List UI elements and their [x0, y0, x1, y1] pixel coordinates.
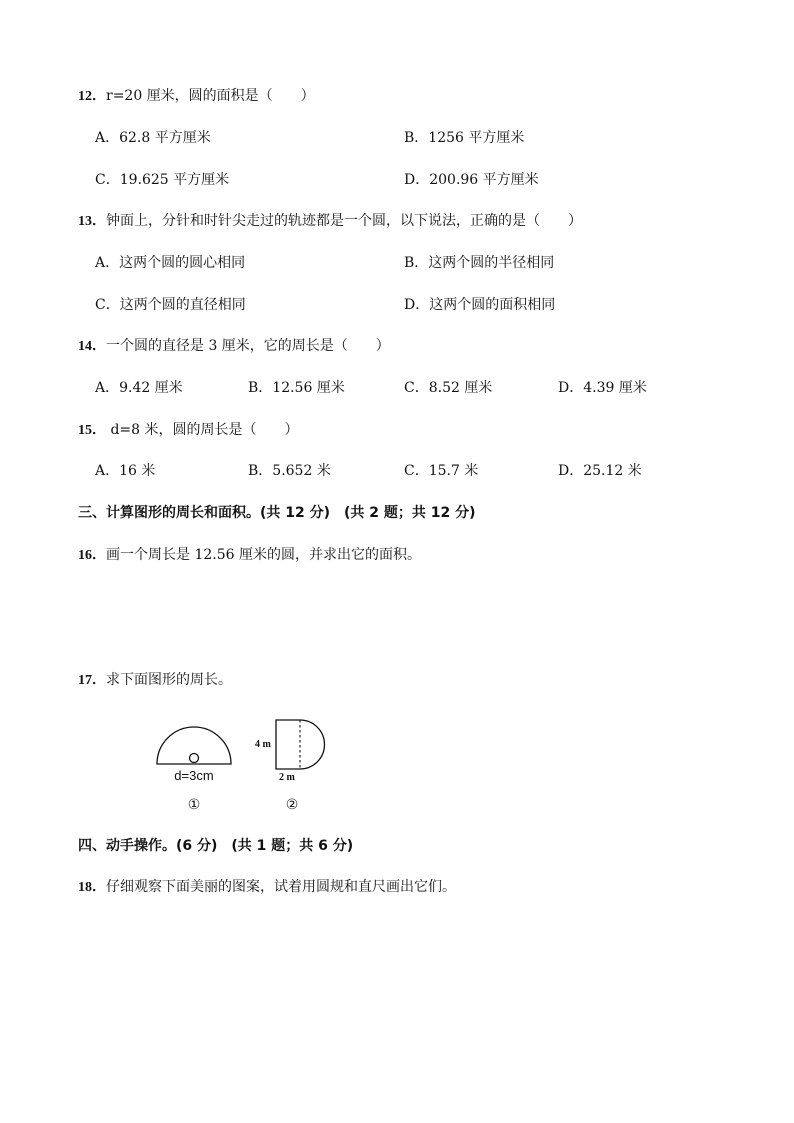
figure-2-bottom-label: 2 m — [279, 772, 295, 783]
question-text: r=20 厘米，圆的面积是（ ） — [106, 88, 315, 104]
question-15 — [78, 420, 299, 441]
q14-option-c[interactable]: C．8.52 厘米 — [404, 380, 493, 396]
question-text: 仔细观察下面美丽的图案，试着用圆规和直尺画出它们。 — [106, 879, 456, 895]
rectangle-outline — [276, 720, 300, 769]
semicircle-outline — [157, 727, 231, 764]
question-text: 求下面图形的周长。 — [106, 672, 232, 688]
q15-option-a[interactable]: A．16 米 — [95, 463, 156, 479]
q15-option-d[interactable]: D．25.12 米 — [558, 463, 642, 479]
question-13 — [78, 211, 582, 232]
question-text: 钟面上，分针和时针尖走过的轨迹都是一个圆，以下说法，正确的是（ ） — [106, 213, 582, 229]
q13-option-d[interactable]: D．这两个圆的面积相同 — [404, 297, 556, 313]
figure-1-semicircle — [157, 727, 231, 812]
q14-option-a[interactable]: A．9.42 厘米 — [95, 380, 183, 396]
center-mark — [190, 754, 199, 763]
question-number: 15． — [78, 423, 106, 438]
question-number: 18． — [78, 880, 106, 895]
figure-2-composite — [255, 720, 324, 812]
figure-2-side-label: 4 m — [255, 739, 271, 750]
question-16 — [78, 545, 421, 566]
question-number: 12． — [78, 89, 106, 104]
q13-option-c[interactable]: C．这两个圆的直径相同 — [95, 297, 246, 313]
q14-option-b[interactable]: B．12.56 厘米 — [248, 380, 345, 396]
q14-option-d[interactable]: D．4.39 厘米 — [558, 380, 647, 396]
q15-option-b[interactable]: B．5.652 米 — [248, 463, 331, 479]
figure-1-label: d=3cm — [174, 768, 214, 783]
question-number: 14． — [78, 339, 106, 354]
question-text: 画一个周长是 12.56 厘米的圆，并求出它的面积。 — [106, 547, 421, 563]
question-text: d=8 米，圆的周长是（ ） — [106, 422, 299, 438]
q15-option-c[interactable]: C．15.7 米 — [404, 463, 479, 479]
figure-1-index: ① — [187, 796, 201, 812]
q12-option-b[interactable]: B．1256 平方厘米 — [404, 130, 525, 146]
question-number: 16． — [78, 548, 106, 563]
q13-option-a[interactable]: A．这两个圆的圆心相同 — [95, 255, 246, 271]
question-12 — [78, 86, 315, 107]
q12-option-a[interactable]: A．62.8 平方厘米 — [95, 130, 211, 146]
q17-figures — [140, 712, 360, 822]
q12-option-d[interactable]: D．200.96 平方厘米 — [404, 172, 539, 188]
semicircle-outline — [300, 720, 324, 769]
question-number: 13． — [78, 214, 106, 229]
section-heading-4: 四、动手操作。(6 分) (共 1 题；共 6 分) — [78, 838, 354, 854]
q13-option-b[interactable]: B．这两个圆的半径相同 — [404, 255, 555, 271]
question-14 — [78, 336, 390, 357]
question-text: 一个圆的直径是 3 厘米，它的周长是（ ） — [106, 338, 390, 354]
question-18 — [78, 877, 456, 898]
question-17 — [78, 670, 232, 691]
q12-option-c[interactable]: C．19.625 平方厘米 — [95, 172, 230, 188]
question-number: 17． — [78, 673, 106, 688]
section-heading-3: 三、计算图形的周长和面积。(共 12 分) (共 2 题；共 12 分) — [78, 505, 476, 521]
figure-2-index: ② — [285, 796, 299, 812]
